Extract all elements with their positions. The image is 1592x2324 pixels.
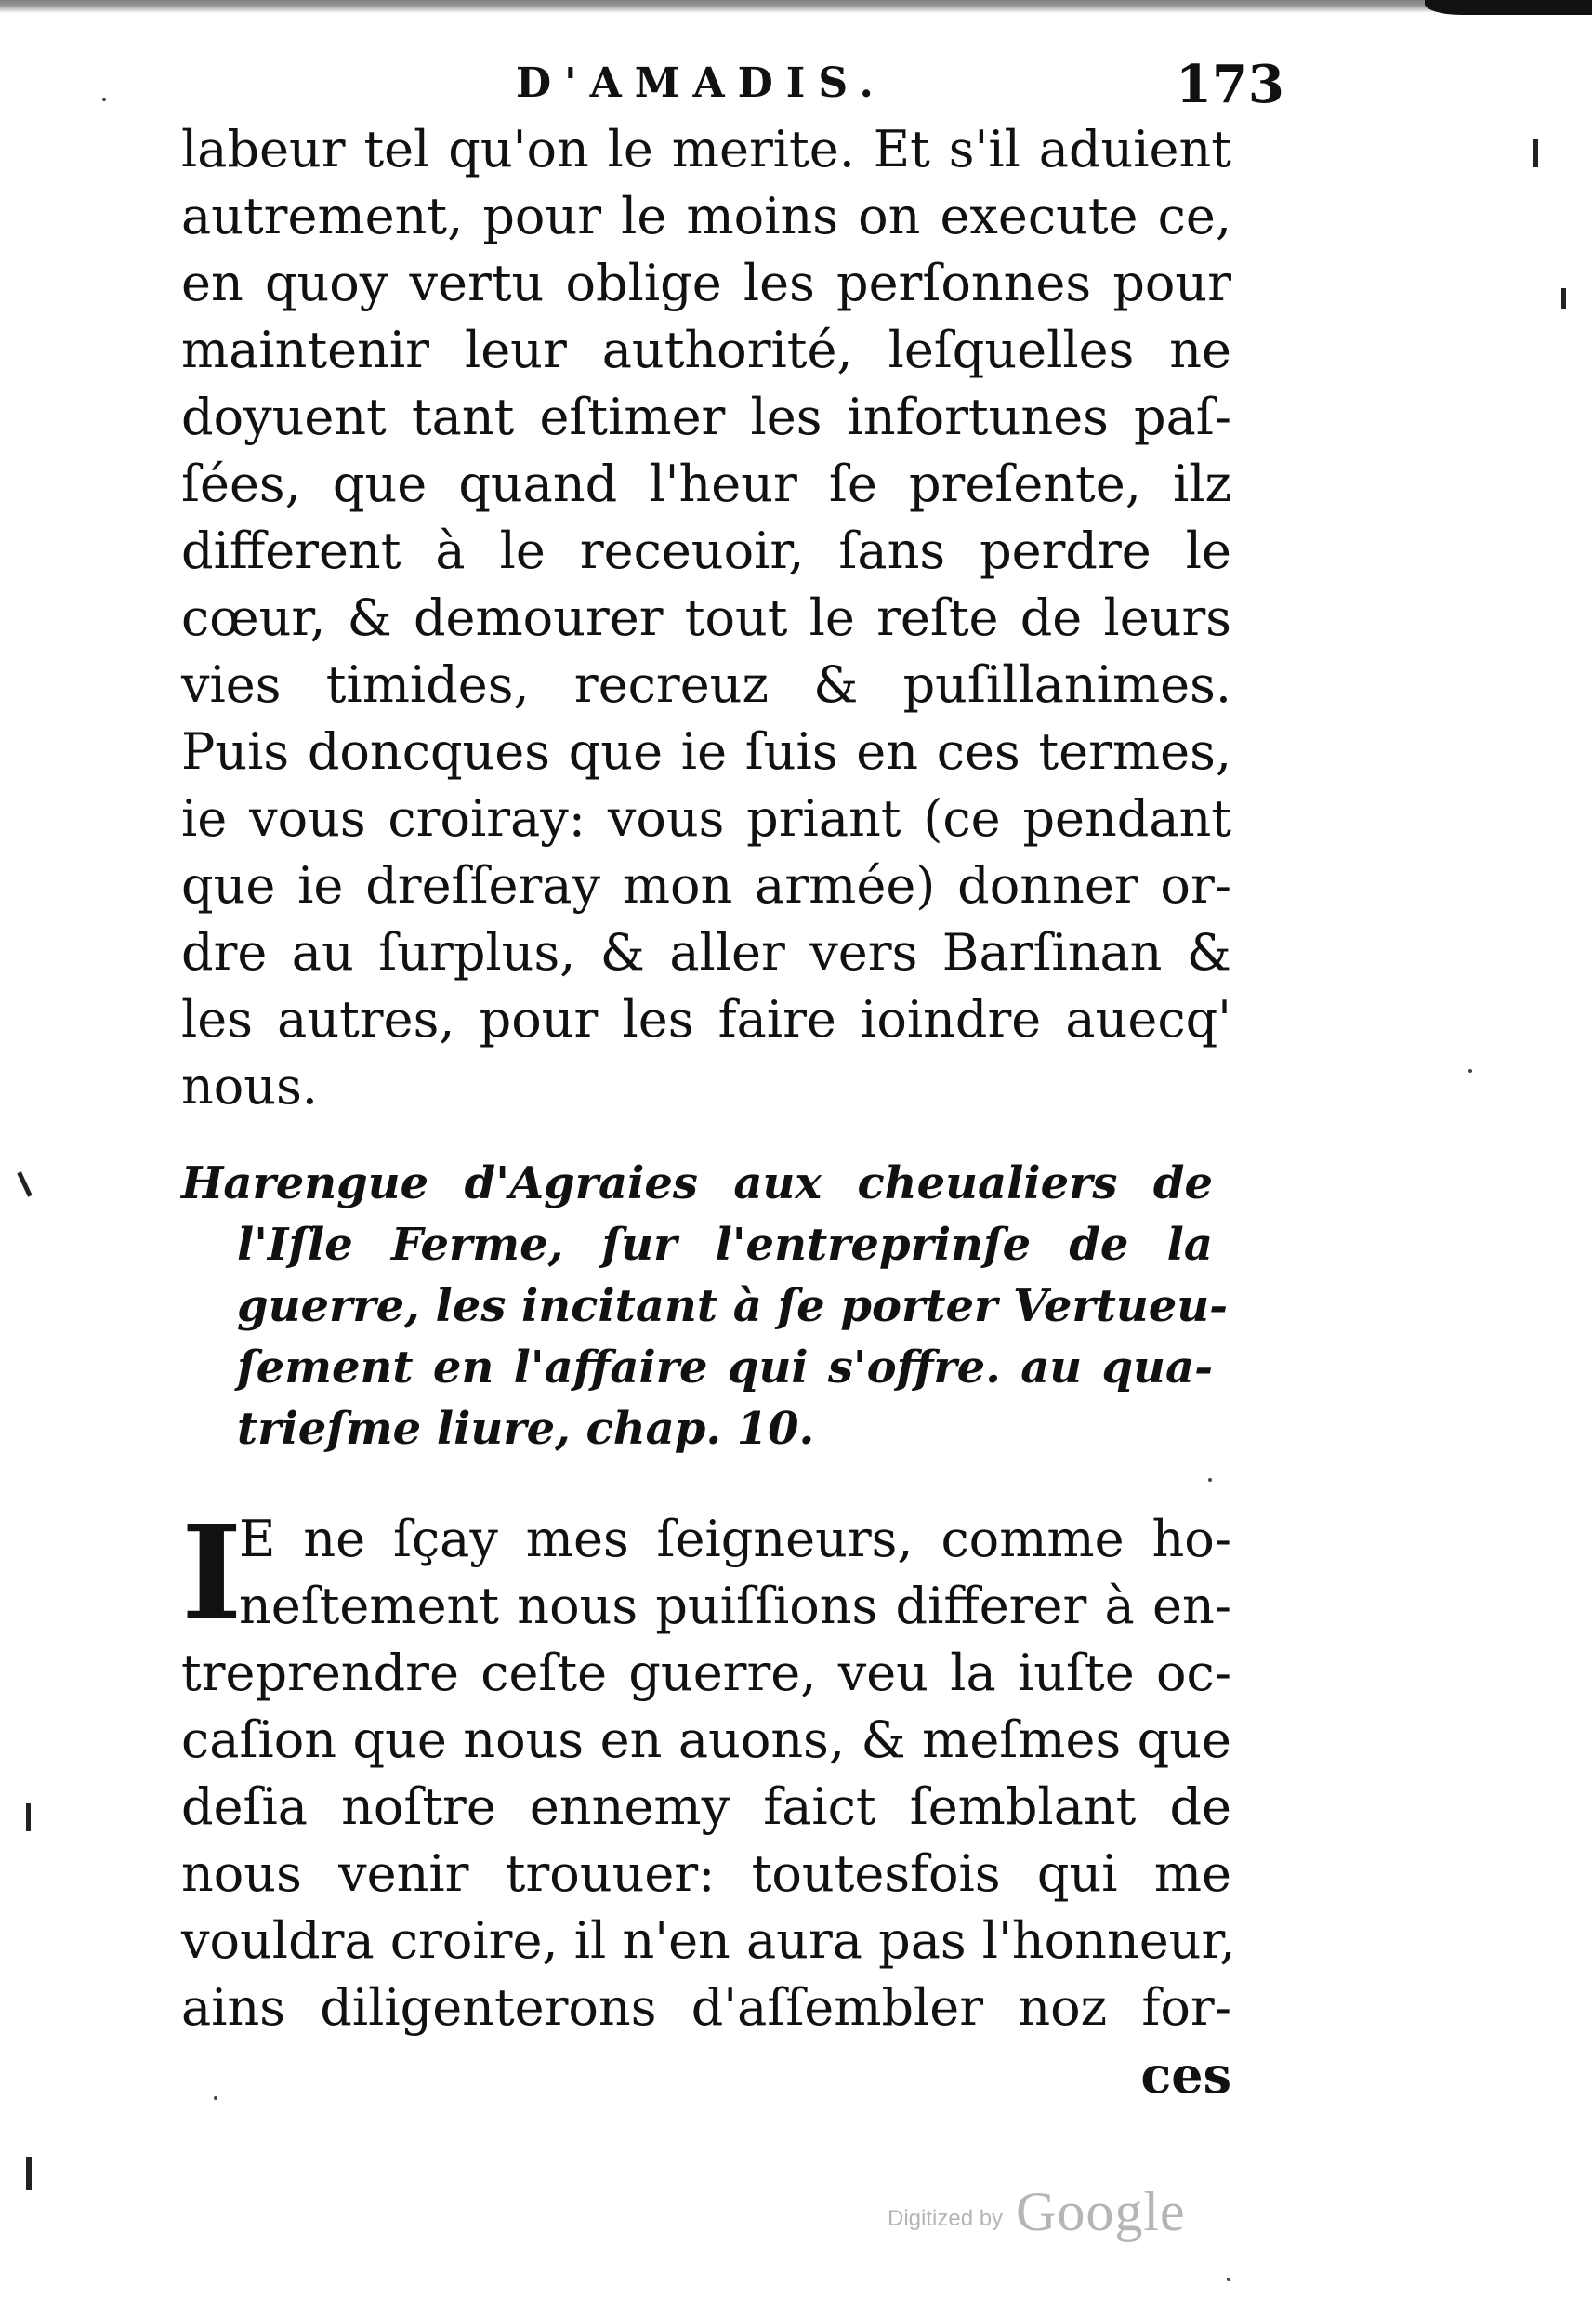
digitized-by-label: Digitized by xyxy=(888,2206,1004,2231)
digitized-by-google-watermark xyxy=(888,2180,1259,2245)
paper-speck xyxy=(1468,1069,1472,1073)
margin-mark xyxy=(26,2157,32,2190)
paper-speck xyxy=(1227,2278,1230,2281)
heading-line: Harengue d'Agraies aux cheualiers de xyxy=(181,1157,1213,1209)
text-line: cœur, & demourer tout le reſte de leurs xyxy=(181,588,1231,647)
google-wordmark: Google xyxy=(1016,2181,1186,2242)
text-line: ſées, que quand l'heur ſe preſente, ilz xyxy=(181,455,1231,513)
page-top-edge-dark-corner xyxy=(1425,0,1592,15)
drop-cap: I xyxy=(181,1498,243,1650)
margin-mark xyxy=(1533,139,1538,167)
running-head xyxy=(516,54,1284,119)
text-line: caſion que nous en auons, & meſmes que xyxy=(181,1710,1231,1769)
text-line: Puis doncques que ie ſuis en ces termes, xyxy=(181,722,1231,781)
text-line: autrement, pour le moins on execute ce, xyxy=(181,187,1231,245)
text-line: vies timides, recreuz & puſillanimes. xyxy=(181,655,1231,714)
page-top-edge-shadow xyxy=(0,0,1592,13)
text-line: dre au ſurplus, & aller vers Barſinan & xyxy=(181,923,1231,982)
paper-speck xyxy=(1208,1478,1212,1482)
text-line: different à le receuoir, ſans perdre le xyxy=(181,522,1231,580)
text-line: nous venir trouuer: toutesfois qui me xyxy=(181,1844,1231,1903)
margin-mark xyxy=(1561,288,1566,309)
section-heading xyxy=(181,1153,1229,1459)
page-number: 173 xyxy=(1176,54,1284,115)
text-line: doyuent tant eſtimer les infortunes paſ- xyxy=(181,388,1231,446)
text-line: que ie dreſſeray mon armée) donner or- xyxy=(181,856,1231,915)
paragraph-1 xyxy=(181,116,1231,1120)
catchword: ces xyxy=(1140,2045,1231,2105)
heading-line: guerre, les incitant à ſe porter Vertueu- xyxy=(237,1280,1229,1332)
text-line: neſtement nous puiſſions differer à en- xyxy=(239,1577,1231,1635)
heading-line: trieſme liure, chap. 10. xyxy=(237,1403,815,1455)
text-line: treprendre ceſte guerre, veu la iuſte oc- xyxy=(181,1644,1231,1702)
text-line: vouldra croire, il n'en aura pas l'honneur, xyxy=(181,1911,1236,1970)
heading-line: ſement en l'affaire qui s'offre. au qua- xyxy=(237,1341,1213,1393)
heading-line: l'Iſle Ferme, ſur l'entreprinſe de la xyxy=(237,1219,1213,1271)
text-line: deſia noſtre ennemy faict ſemblant de xyxy=(181,1777,1231,1836)
text-line: en quoy vertu oblige les perſonnes pour xyxy=(181,254,1231,312)
running-title: D'AMADIS. xyxy=(516,59,887,107)
text-line: ains diligenterons d'aſſembler noz for- xyxy=(181,1978,1231,2037)
margin-mark xyxy=(17,1171,32,1196)
text-line: labeur tel qu'on le merite. Et s'il aduient xyxy=(181,120,1231,178)
paragraph-2 xyxy=(181,1498,1236,2108)
paper-speck xyxy=(102,98,106,101)
margin-mark xyxy=(26,1803,31,1831)
text-line: les autres, pour les faire ioindre auecq' xyxy=(181,990,1231,1049)
text-line: ie vous croiray: vous priant (ce pendant xyxy=(181,789,1231,848)
text-line: nous. xyxy=(181,1057,318,1116)
text-line: E ne ſçay mes ſeigneurs, comme ho- xyxy=(239,1510,1231,1568)
text-line: maintenir leur authorité, leſquelles ne xyxy=(181,321,1231,379)
drop-cap-wrapper xyxy=(181,1498,1231,1650)
paper-speck xyxy=(214,2096,217,2100)
